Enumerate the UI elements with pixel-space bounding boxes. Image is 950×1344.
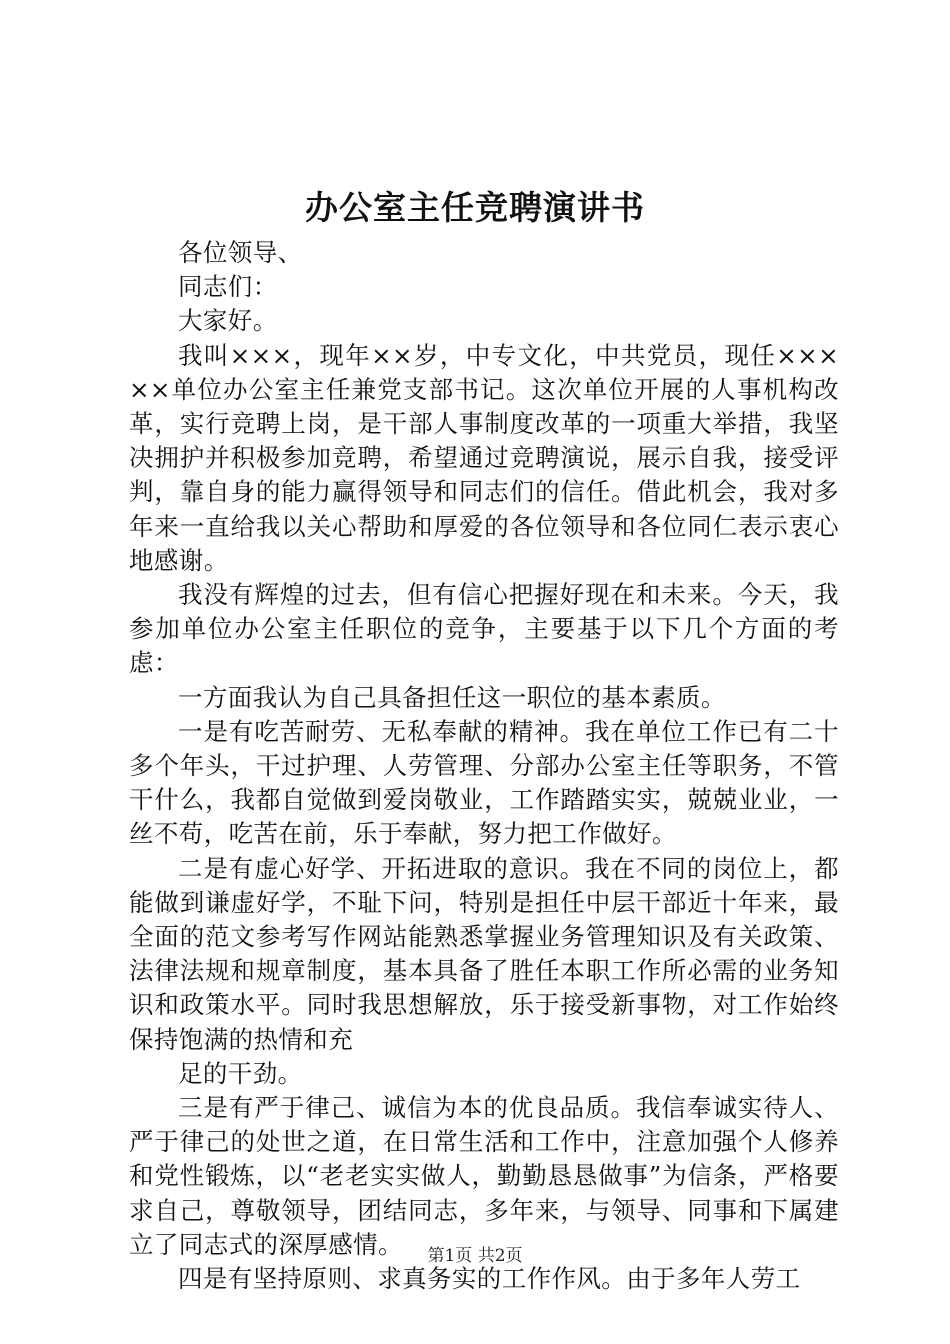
salutation-comrades: 同志们： xyxy=(178,272,278,302)
page-footer: 第1页 共2页 xyxy=(427,1246,523,1266)
paragraph-point-two: 二是有虚心好学、开拓进取的意识。我在不同的岗位上，都能做到谦虚好学，不耻下问，特别是担任中层干部近十年来，最全面的范文参考写作网站能熟悉掌握业务管理知识及有关政策、法律法规和规章制度，基本具备了胜任本职工作所必需的业务知识和政策水平。同时我思想解放，乐于接受新事物，对工作始终保持饱满的热情和充 xyxy=(129,853,839,1054)
paragraph-motivation: 我没有辉煌的过去，但有信心把握好现在和未来。今天，我参加单位办公室主任职位的竞争，主要基于以下几个方面的考虑： xyxy=(129,580,839,678)
document-title: 办公室主任竞聘演讲书 xyxy=(305,188,645,227)
paragraph-point-two-continued: 足的干劲。 xyxy=(178,1058,303,1088)
paragraph-point-one: 一是有吃苦耐劳、无私奉献的精神。我在单位工作已有二十多个年头，干过护理、人劳管理、分部办公室主任等职务，不管干什么，我都自觉做到爱岗敬业，工作踏踏实实，兢兢业业，一丝不苟，吃苦在前，乐于奉献，努力把工作做好。 xyxy=(129,716,839,849)
document-body xyxy=(129,236,839,1296)
paragraph-point-four: 四是有坚持原则、求真务实的工作作风。由于多年人劳工 xyxy=(178,1264,801,1294)
paragraph-qualities-intro: 一方面我认为自己具备担任这一职位的基本素质。 xyxy=(178,682,726,712)
paragraph-point-three: 三是有严于律己、诚信为本的优良品质。我信奉诚实待人、严于律己的处世之道，在日常生活和工作中，注意加强个人修养和党性锻炼，以“老老实实做人，勤勤恳恳做事”为信条，严格要求自己，尊敬领导，团结同志，多年来，与领导、同事和下属建立了同志式的深厚感情。 xyxy=(129,1093,839,1259)
greeting: 大家好。 xyxy=(178,306,278,336)
paragraph-introduction: 我叫×××，现年××岁，中专文化，中共党员，现任×××××单位办公室主任兼党支部书记。这次单位开展的人事机构改革，实行竞聘上岗，是干部人事制度改革的一项重大举措，我坚决拥护并积极参加竞聘，希望通过竞聘演说，展示自我，接受评判，靠自身的能力赢得领导和同志们的信任。借此机会，我对多年来一直给我以关心帮助和厚爱的各位领导和各位同仁表示衷心地感谢。 xyxy=(129,340,839,575)
salutation-leaders: 各位领导、 xyxy=(178,238,303,267)
